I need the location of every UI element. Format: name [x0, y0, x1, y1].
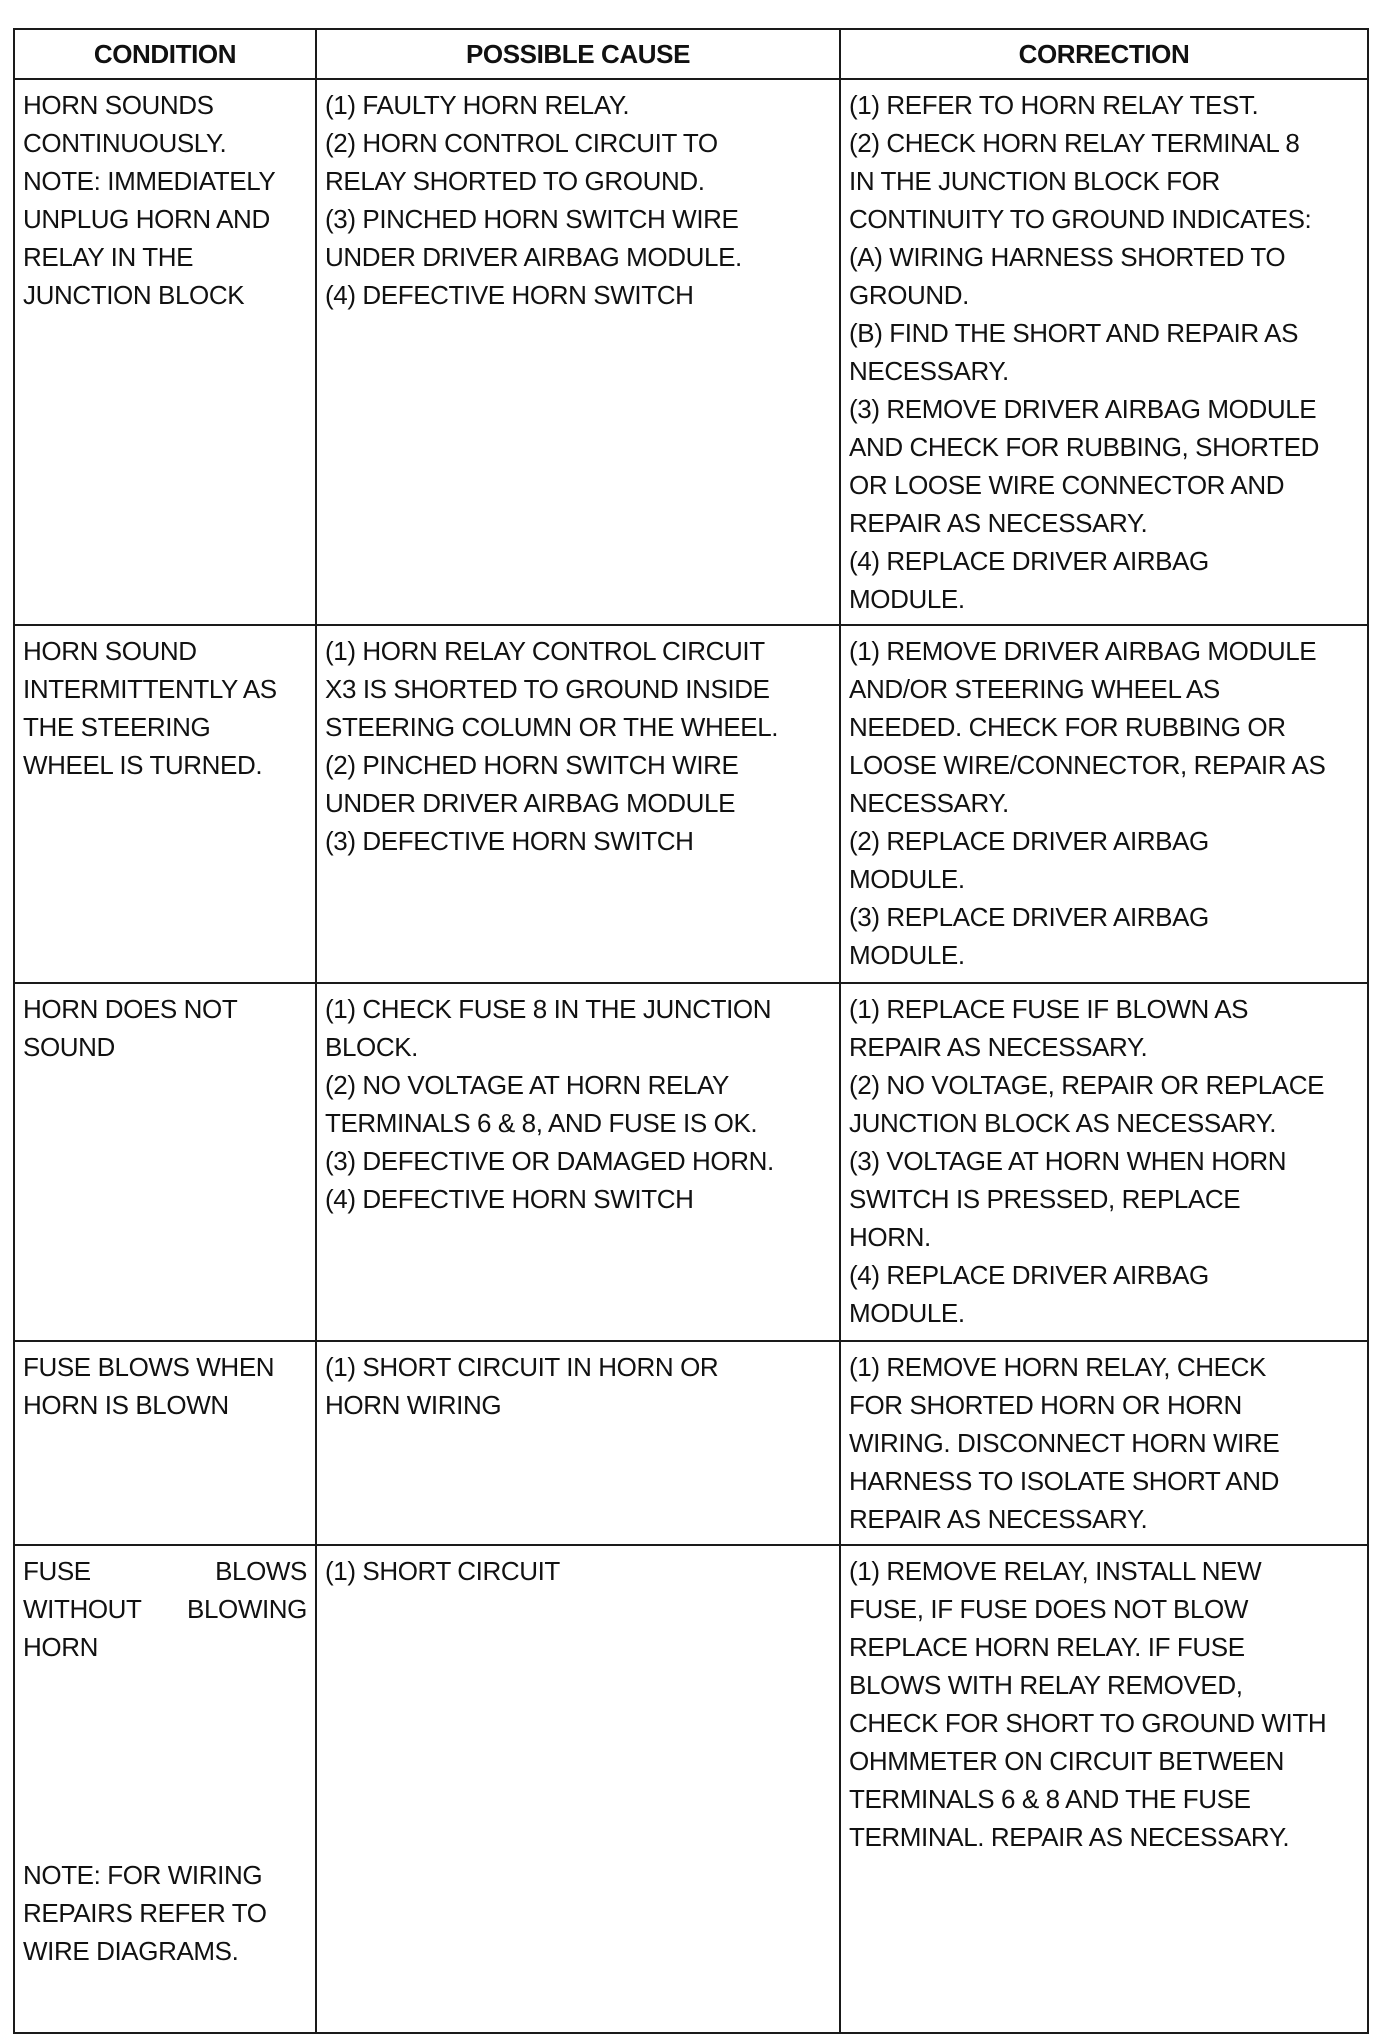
condition-line: NOTE: IMMEDIATELY: [23, 166, 276, 196]
header-condition: CONDITION: [14, 29, 316, 79]
condition-line: UNPLUG HORN AND: [23, 204, 270, 234]
cause-line: (4) DEFECTIVE HORN SWITCH: [325, 1184, 694, 1214]
correction-line: TERMINAL. REPAIR AS NECESSARY.: [849, 1822, 1290, 1852]
cause-line: (2) NO VOLTAGE AT HORN RELAY: [325, 1070, 729, 1100]
header-possible-cause: POSSIBLE CAUSE: [316, 29, 840, 79]
condition-line: HORN SOUNDS: [23, 90, 214, 120]
correction-line: REPAIR AS NECESSARY.: [849, 1504, 1148, 1534]
cause-line: RELAY SHORTED TO GROUND.: [325, 166, 705, 196]
correction-line: REPLACE HORN RELAY. IF FUSE: [849, 1632, 1245, 1662]
correction-line: SWITCH IS PRESSED, REPLACE: [849, 1184, 1241, 1214]
correction-line: REPAIR AS NECESSARY.: [849, 1032, 1148, 1062]
condition-line: SOUND: [23, 1032, 115, 1062]
cause-line: (1) CHECK FUSE 8 IN THE JUNCTION: [325, 994, 772, 1024]
correction-line: MODULE.: [849, 864, 965, 894]
cause-line: X3 IS SHORTED TO GROUND INSIDE: [325, 674, 770, 704]
condition-cell: [14, 983, 316, 1341]
correction-line: MODULE.: [849, 940, 965, 970]
correction-line: (3) REPLACE DRIVER AIRBAG: [849, 902, 1209, 932]
cause-line: (1) SHORT CIRCUIT: [325, 1556, 560, 1586]
correction-line: REPAIR AS NECESSARY.: [849, 508, 1148, 538]
correction-line: TERMINALS 6 & 8 AND THE FUSE: [849, 1784, 1251, 1814]
condition-word: BLOWS: [215, 1556, 307, 1586]
diagnosis-table: [13, 28, 1369, 2034]
correction-line: (4) REPLACE DRIVER AIRBAG: [849, 546, 1209, 576]
correction-line: (3) REMOVE DRIVER AIRBAG MODULE: [849, 394, 1317, 424]
correction-line: WIRING. DISCONNECT HORN WIRE: [849, 1428, 1280, 1458]
correction-line: (2) CHECK HORN RELAY TERMINAL 8: [849, 128, 1300, 158]
note-line: WIRE DIAGRAMS.: [23, 1936, 239, 1966]
condition-line: INTERMITTENTLY AS: [23, 674, 277, 704]
correction-line: LOOSE WIRE/CONNECTOR, REPAIR AS: [849, 750, 1326, 780]
correction-line: MODULE.: [849, 584, 965, 614]
table-row: [14, 1545, 1368, 2033]
cause-line: HORN WIRING: [325, 1390, 502, 1420]
correction-line: NECESSARY.: [849, 356, 1009, 386]
correction-line: (2) REPLACE DRIVER AIRBAG: [849, 826, 1209, 856]
condition-line: WHEEL IS TURNED.: [23, 750, 263, 780]
condition-word: BLOWING: [187, 1594, 307, 1624]
correction-line: (2) NO VOLTAGE, REPAIR OR REPLACE: [849, 1070, 1325, 1100]
condition-line: [23, 1590, 307, 1628]
note-spacer: [23, 1666, 307, 1856]
correction-cell: [840, 1545, 1368, 2033]
note-line: NOTE: FOR WIRING: [23, 1860, 263, 1890]
table-row: [14, 79, 1368, 625]
possible-cause-cell: [316, 625, 840, 983]
correction-line: (A) WIRING HARNESS SHORTED TO: [849, 242, 1286, 272]
cause-line: (3) DEFECTIVE HORN SWITCH: [325, 826, 694, 856]
condition-line: HORN: [23, 1632, 98, 1662]
correction-line: (1) REPLACE FUSE IF BLOWN AS: [849, 994, 1249, 1024]
correction-line: AND CHECK FOR RUBBING, SHORTED: [849, 432, 1320, 462]
condition-line: HORN DOES NOT: [23, 994, 238, 1024]
condition-cell: [14, 79, 316, 625]
correction-line: FOR SHORTED HORN OR HORN: [849, 1390, 1242, 1420]
correction-line: AND/OR STEERING WHEEL AS: [849, 674, 1220, 704]
condition-word: WITHOUT: [23, 1594, 142, 1624]
condition-line: [23, 1552, 307, 1590]
correction-line: BLOWS WITH RELAY REMOVED,: [849, 1670, 1243, 1700]
cause-line: TERMINALS 6 & 8, AND FUSE IS OK.: [325, 1108, 758, 1138]
condition-line: HORN SOUND: [23, 636, 197, 666]
cause-line: (1) HORN RELAY CONTROL CIRCUIT: [325, 636, 765, 666]
correction-cell: [840, 1341, 1368, 1545]
correction-line: IN THE JUNCTION BLOCK FOR: [849, 166, 1220, 196]
note-line: REPAIRS REFER TO: [23, 1898, 267, 1928]
cause-line: (2) HORN CONTROL CIRCUIT TO: [325, 128, 718, 158]
correction-cell: [840, 625, 1368, 983]
condition-line: RELAY IN THE: [23, 242, 194, 272]
table-row: [14, 983, 1368, 1341]
correction-line: (1) REMOVE DRIVER AIRBAG MODULE: [849, 636, 1317, 666]
correction-line: GROUND.: [849, 280, 969, 310]
possible-cause-cell: [316, 983, 840, 1341]
header-correction: CORRECTION: [840, 29, 1368, 79]
correction-line: CONTINUITY TO GROUND INDICATES:: [849, 204, 1312, 234]
correction-line: NEEDED. CHECK FOR RUBBING OR: [849, 712, 1286, 742]
correction-cell: [840, 983, 1368, 1341]
condition-cell: [14, 1341, 316, 1545]
correction-line: (B) FIND THE SHORT AND REPAIR AS: [849, 318, 1299, 348]
condition-line: THE STEERING: [23, 712, 211, 742]
condition-line: JUNCTION BLOCK: [23, 280, 245, 310]
correction-line: (1) REMOVE RELAY, INSTALL NEW: [849, 1556, 1262, 1586]
possible-cause-cell: [316, 1341, 840, 1545]
cause-line: UNDER DRIVER AIRBAG MODULE.: [325, 242, 742, 272]
condition-cell: [14, 1545, 316, 2033]
correction-line: HORN.: [849, 1222, 931, 1252]
cause-line: (1) FAULTY HORN RELAY.: [325, 90, 630, 120]
correction-cell: [840, 79, 1368, 625]
correction-line: OR LOOSE WIRE CONNECTOR AND: [849, 470, 1285, 500]
correction-line: FUSE, IF FUSE DOES NOT BLOW: [849, 1594, 1248, 1624]
correction-line: MODULE.: [849, 1298, 965, 1328]
cause-line: (3) DEFECTIVE OR DAMAGED HORN.: [325, 1146, 774, 1176]
correction-line: CHECK FOR SHORT TO GROUND WITH: [849, 1708, 1327, 1738]
header-row: [14, 29, 1368, 79]
condition-word: FUSE: [23, 1556, 91, 1586]
cause-line: (2) PINCHED HORN SWITCH WIRE: [325, 750, 739, 780]
cause-line: (3) PINCHED HORN SWITCH WIRE: [325, 204, 739, 234]
correction-line: NECESSARY.: [849, 788, 1009, 818]
correction-line: OHMMETER ON CIRCUIT BETWEEN: [849, 1746, 1285, 1776]
condition-line: CONTINUOUSLY.: [23, 128, 227, 158]
cause-line: (1) SHORT CIRCUIT IN HORN OR: [325, 1352, 719, 1382]
possible-cause-cell: [316, 79, 840, 625]
table-row: [14, 625, 1368, 983]
cause-line: BLOCK.: [325, 1032, 418, 1062]
table-row: [14, 1341, 1368, 1545]
correction-line: (3) VOLTAGE AT HORN WHEN HORN: [849, 1146, 1287, 1176]
correction-line: HARNESS TO ISOLATE SHORT AND: [849, 1466, 1279, 1496]
condition-line: HORN IS BLOWN: [23, 1390, 229, 1420]
condition-line: FUSE BLOWS WHEN: [23, 1352, 275, 1382]
correction-line: (4) REPLACE DRIVER AIRBAG: [849, 1260, 1209, 1290]
possible-cause-cell: [316, 1545, 840, 2033]
cause-line: STEERING COLUMN OR THE WHEEL.: [325, 712, 779, 742]
correction-line: (1) REMOVE HORN RELAY, CHECK: [849, 1352, 1266, 1382]
correction-line: JUNCTION BLOCK AS NECESSARY.: [849, 1108, 1277, 1138]
cause-line: (4) DEFECTIVE HORN SWITCH: [325, 280, 694, 310]
correction-line: (1) REFER TO HORN RELAY TEST.: [849, 90, 1259, 120]
cause-line: UNDER DRIVER AIRBAG MODULE: [325, 788, 736, 818]
condition-cell: [14, 625, 316, 983]
